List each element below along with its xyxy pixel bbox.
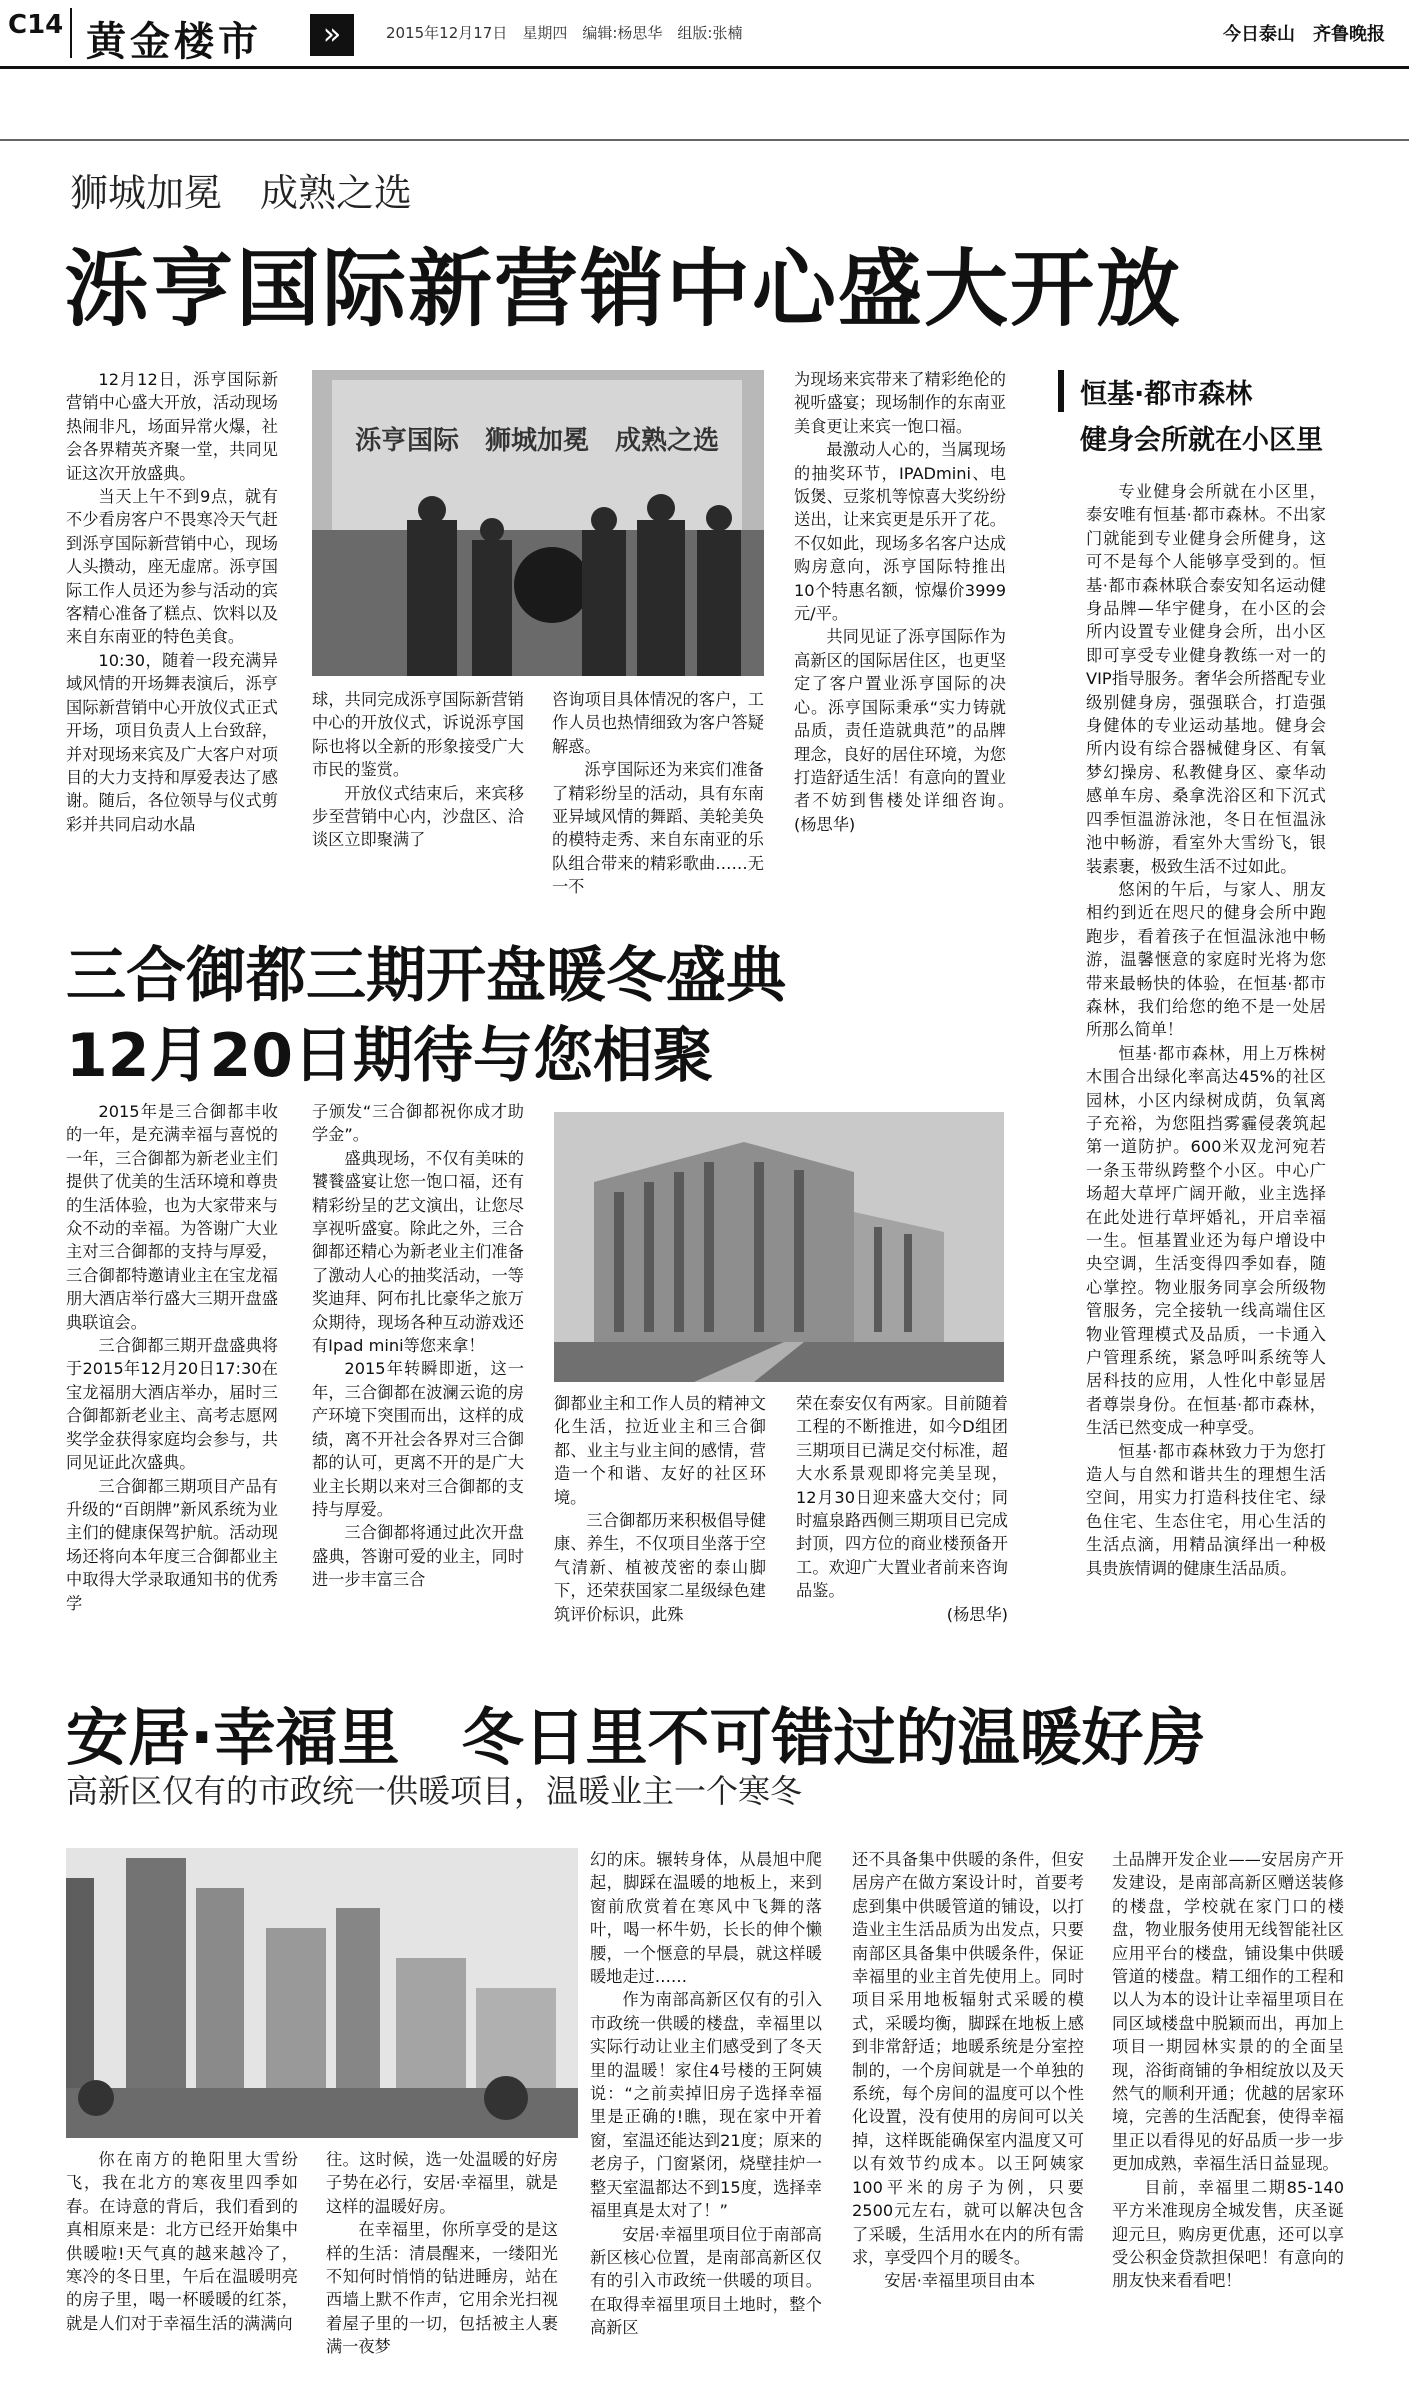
story3-column-4 bbox=[852, 1848, 1084, 2348]
byline: (杨思华) bbox=[946, 1604, 1008, 1624]
paragraph: 恒基·都市森林致力于为您打造人与自然和谐共生的理想生活空间，用实力打造科技住宅、绿色住宅、生态住宅，用心生活的生活点滴，用精品演绎出一种极具贵族情调的健康生活品质。 bbox=[1086, 1441, 1326, 1578]
story1-column-3 bbox=[552, 688, 764, 897]
page-number: C14 bbox=[8, 10, 64, 40]
story1-column-1 bbox=[66, 368, 278, 890]
paragraph: 御都业主和工作人员的精神文化生活，拉近业主和三合御都、业主与业主间的感情，营造一个和谐、友好的社区环境。 bbox=[554, 1394, 766, 1507]
story3-building-photo bbox=[66, 1848, 578, 2138]
sidebar-title-1: 恒基·都市森林 bbox=[1080, 379, 1253, 410]
paragraph: 为现场来宾带来了精彩绝伦的视听盛宴；现场制作的东南亚美食更让来宾一饱口福。 bbox=[794, 370, 1006, 436]
header-divider bbox=[70, 8, 72, 58]
paragraph: 你在南方的艳阳里大雪纷飞，我在北方的寒夜里四季如春。在诗意的背后，我们看到的真相原来是：北方已经开始集中供暖啦!天气真的越来越冷了，寒冷的冬日里，午后在温暖明亮的房子里，喝一杯暖暖的红茶，就是人们对于幸福生活的满满向 bbox=[66, 2150, 298, 2333]
paragraph: 还不具备集中供暖的条件，但安居房产在做方案设计时，首要考虑到集中供暖管道的铺设，以打造业主生活品质为出发点，只要南部区具备集中供暖条件，保证幸福里的业主首先使用上。同时项目采用地板辐射式采暖的模式，采暖均衡，脚踩在地板上感到非常舒适；地暖系统是分室控制的，一个房间就是一个单独的系统，每个房间的温度可以个性化设置，没有使用的房间可以关掉，这样既能确保室内温度又可以有效节约成本。以王阿姨家100平米的房子为例，只要2500元左右，就可以解决包含了采暖，生活用水在内的所有需求，享受四个月的暖冬。 bbox=[852, 1850, 1084, 2267]
story2-column-3 bbox=[554, 1392, 766, 1660]
paragraph: 三合御都历来积极倡导健康、养生，不仅项目坐落于空气清新、植被茂密的泰山脚下，还荣获国家二星级绿色建筑评价标识，此殊 bbox=[554, 1511, 766, 1624]
paragraph: 子颁发“三合御都祝你成才助学金”。 bbox=[312, 1102, 524, 1145]
apartment-buildings-illustration bbox=[554, 1112, 1004, 1382]
story1-kicker: 狮城加冕 成熟之选 bbox=[70, 171, 413, 215]
paragraph: 12月12日，泺亨国际新营销中心盛大开放，活动现场热闹非凡，场面异常火爆，社会各界精英齐聚一堂，共同见证这次开放盛典。 bbox=[66, 370, 278, 483]
paragraph: 作为南部高新区仅有的引入市政统一供暖的楼盘，幸福里以实际行动让业主们感受到了冬天里的温暖！家住4号楼的王阿姨说：“之前卖掉旧房子选择幸福里是正确的!瞧，现在家中开着窗，室温还能达到21度；原来的老房子，门窗紧闭，烧壁挂炉一整天室温都达不到15度，选择幸福里真是太对了！” bbox=[590, 1990, 822, 2221]
double-chevron-icon: » bbox=[310, 14, 354, 56]
paragraph: 2015年转瞬即逝，这一年，三合御都在波澜云诡的房产环境下突围而出，这样的成绩，离不开社会各界对三合御都的认可，更离不开的是广大业主长期以来对三合御都的支持与厚爱。 bbox=[312, 1359, 524, 1519]
paragraph: 共同见证了泺亨国际作为高新区的国际居住区，也更坚定了客户置业泺亨国际的决心。泺亨国际秉承“实力铸就品质，责任造就典范”的品牌理念，良好的居住环境，为您打造舒适生活！有意向的置业者不妨到售楼处详细咨询。 (杨思华) bbox=[794, 627, 1023, 834]
story3-subhead: 高新区仅有的市政统一供暖项目，温暖业主一个寒冬 bbox=[66, 1772, 803, 1810]
story3-column-2 bbox=[326, 2148, 558, 2357]
sidebar-title-2: 健身会所就在小区里 bbox=[1080, 425, 1323, 456]
paragraph: 荣在泰安仅有两家。目前随着工程的不断推进，如今D组团三期项目已满足交付标准，超大水系景观即将完美呈现，12月30日迎来盛大交付；同时瘟泉路西侧三期项目已完成封顶，四方位的商业楼预备开工。欢迎广大置业者前来咨询品鉴。 bbox=[796, 1394, 1008, 1601]
paragraph: 在幸福里，你所享受的是这样的生活：清晨醒来，一缕阳光不知何时悄悄的钻进睡房，站在西墙上默不作声，它用余光扫视着屋子里的一切，包括被主人裹满一夜梦 bbox=[326, 2220, 558, 2357]
story2-building-photo bbox=[554, 1112, 1004, 1382]
paragraph: 咨询项目具体情况的客户，工作人员也热情细致为客户答疑解惑。 bbox=[552, 690, 764, 756]
paragraph: 幻的床。辗转身体，从晨旭中爬起，脚踩在温暖的地板上，来到窗前欣赏着在寒风中飞舞的落叶，喝一杯牛奶，长长的伸个懒腰，一个惬意的早晨，就这样暖暖地走过…… bbox=[590, 1850, 822, 1987]
photo-backdrop-sign: 泺亨国际 狮城加冕 成熟之选 bbox=[354, 426, 719, 456]
story3-column-1 bbox=[66, 2148, 298, 2348]
story1-headline: 泺亨国际新营销中心盛大开放 bbox=[64, 240, 1183, 338]
story1-photo bbox=[312, 370, 764, 676]
story3-column-3 bbox=[590, 1848, 822, 2348]
paragraph: 三合御都三期项目产品有升级的“百朗牌”新风系统为业主们的健康保驾护航。活动现场还将向本年度三合御都业主中取得大学录取通知书的优秀学 bbox=[66, 1476, 278, 1613]
header-rule-thin bbox=[0, 139, 1409, 141]
paragraph: 安居·幸福里项目位于南部高新区核心位置，是南部高新区仅有的引入市政统一供暖的项目。在取得幸福里项目土地时，整个高新区 bbox=[590, 2224, 822, 2338]
paragraph: 当天上午不到9点，就有不少看房客户不畏寒冷天气赶到泺亨国际新营销中心，现场人头攒动，座无虚席。泺亨国际工作人员还为参与活动的宾客精心准备了糕点、饮料以及来自东南亚的特色美食。 bbox=[66, 487, 278, 647]
paragraph: 往。这时候，选一处温暖的好房子势在必行，安居·幸福里，就是这样的温暖好房。 bbox=[326, 2150, 558, 2216]
story1-column-2 bbox=[312, 688, 524, 888]
paragraph: 悠闲的午后，与家人、朋友相约到近在咫尺的健身会所中跑跑步，看着孩子在恒温泳池中畅游，温馨惬意的家庭时光将为您带来最畅快的体验，在恒基·都市森林，我们给您的绝不是一处居所那么简单！ bbox=[1086, 879, 1326, 1040]
story2-column-4 bbox=[796, 1392, 1008, 1660]
paragraph: 专业健身会所就在小区里，泰安唯有恒基·都市森林。不出家门就能到专业健身会所健身，这可不是每个人能够享受到的。恒基·都市森林联合泰安知名运动健身品牌—华宇健身，在小区的会所内设置专业健身会所，出小区即可享受专业健身教练一对一的VIP指导服务。奢华会所搭配专业级别健身房，强强联合，打造强身健体的专业运动基地。健身会所内设有综合器械健身区、有氧梦幻操房、私教健身区、豪华动感单车房、桑拿洗浴区和下沉式四季恒温游泳池，冬日在恒温泳池中畅游，看室外大雪纷飞，银装素裹，极致生活不过如此。 bbox=[1086, 482, 1326, 876]
residential-towers-illustration bbox=[66, 1848, 578, 2138]
section-title: 黄金楼市 bbox=[86, 18, 262, 65]
ceremony-photo-illustration bbox=[312, 370, 764, 676]
paragraph: 球，共同完成泺亨国际新营销中心的开放仪式，诉说泺亨国际也将以全新的形象接受广大市民的鉴赏。 bbox=[312, 690, 524, 780]
sidebar-body bbox=[1086, 480, 1326, 1620]
story1-column-4 bbox=[794, 368, 1023, 908]
paragraph: 目前，幸福里二期85-140平方米准现房全城发售，庆圣诞迎元旦，购房更优惠，还可以享受公积金贷款担保吧！有意向的朋友快来看看吧！ bbox=[1112, 2177, 1344, 2291]
paragraph: 开放仪式结束后，来宾移步至营销中心内，沙盘区、洽谈区立即聚满了 bbox=[312, 783, 524, 850]
paragraph: 三合御都三期开盘盛典将于2015年12月20日17:30在宝龙福朋大酒店举办，届时三合御都新老业主、高考志愿网奖学金获得家庭均会参与，共同见证此次盛典。 bbox=[66, 1336, 278, 1473]
paragraph: 10:30，随着一段充满异域风情的开场舞表演后，泺亨国际新营销中心开放仪式正式开场，项目负责人上台致辞，并对现场来宾及广大客户对项目的大力支持和厚爱表达了感谢。随后，各位领导与仪式剪彩并共同启动水晶 bbox=[66, 650, 278, 834]
story3-headline: 安居·幸福里 冬日里不可错过的温暖好房 bbox=[66, 1701, 1206, 1774]
story2-headline-1: 三合御都三期开盘暖冬盛典 bbox=[66, 941, 786, 1011]
paragraph: 三合御都将通过此次开盘盛典，答谢可爱的业主，同时进一步丰富三合 bbox=[312, 1523, 524, 1590]
story2-headline-2: 12月20日期待与您相聚 bbox=[66, 1021, 713, 1091]
paragraph: 最激动人心的，当属现场的抽奖环节，IPADmini、电饭煲、豆浆机等惊喜大奖纷纷送出，让来宾更是乐开了花。不仅如此，现场多名客户达成购房意向，泺亨国际特推出10个特惠名额，惊爆价3999元/平。 bbox=[794, 440, 1006, 624]
header-rule bbox=[0, 66, 1409, 69]
paragraph: 土品牌开发企业——安居房产开发建设，是南部高新区赠送装修的楼盘，学校就在家门口的楼盘，物业服务使用无线智能社区应用平台的楼盘，铺设集中供暖管道的楼盘。精工细作的工程和以人为本的设计让幸福里项目在同区域楼盘中脱颖而出，再加上项目一期园林实景的的全面呈现，浴街商铺的争相绽放以及天然气的顺利开通；优越的居家环境，完善的生活配套，使得幸福里正以看得见的好品质一步一步更加成熟，幸福生活日益显现。 bbox=[1112, 1850, 1344, 2174]
paragraph: 盛典现场，不仅有美味的饕餮盛宴让您一饱口福，还有精彩纷呈的艺文演出，让您尽享视听盛宴。除此之外，三合御都还精心为新老业主们准备了激动人心的抽奖活动，一等奖迪拜、阿布扎比豪华之旅万众期待，现场各种互动游戏还有Ipad mini等您来拿！ bbox=[312, 1148, 524, 1356]
paragraph: 恒基·都市森林，用上万株树木围合出绿化率高达45%的社区园林，小区内绿树成荫，负氧离子充裕，为您阻挡雾霾侵袭筑起第一道防护。600米双龙河宛若一条玉带纵跨整个小区。中心广场超大草坪广阔开敞，业主选择在此处进行草坪婚礼，开启幸福一生。恒基置业还为每户增设中央空调，生活变得四季如春，随心掌控。物业服务同享会所级物管服务，完全接轨一线高端住区物业管理模式及品质，一卡通入户管理系统，紧急呼叫系统等人居科技的应用，人性化中彰显居者尊崇身份。在恒基·都市森林，生活已然变成一种享受。 bbox=[1086, 1043, 1326, 1438]
story3-column-5 bbox=[1112, 1848, 1344, 2348]
issue-meta: 2015年12月17日 星期四 编辑:杨思华 组版:张楠 bbox=[386, 24, 743, 42]
paragraph: 泺亨国际还为来宾们准备了精彩纷呈的活动，具有东南亚异域风情的舞蹈、美轮美奂的模特走秀、来自东南亚的乐队组合带来的精彩歌曲……无一不 bbox=[552, 760, 764, 897]
paragraph: 2015年是三合御都丰收的一年，是充满幸福与喜悦的一年，三合御都为新老业主们提供了优美的生活环境和尊贵的生活体验，也为大家带来与众不动的幸福。为答谢广大业主对三合御都的支持与厚爱，三合御都特邀请业主在宝龙福朋大酒店举行盛大三期开盘盛典联谊会。 bbox=[66, 1102, 278, 1332]
story2-column-1 bbox=[66, 1100, 278, 1660]
newspaper-name: 今日泰山 齐鲁晚报 bbox=[1223, 24, 1385, 45]
paragraph: 安居·幸福里项目由本 bbox=[884, 2271, 1036, 2291]
story2-column-2 bbox=[312, 1100, 524, 1660]
sidebar-title-bar bbox=[1058, 370, 1064, 412]
